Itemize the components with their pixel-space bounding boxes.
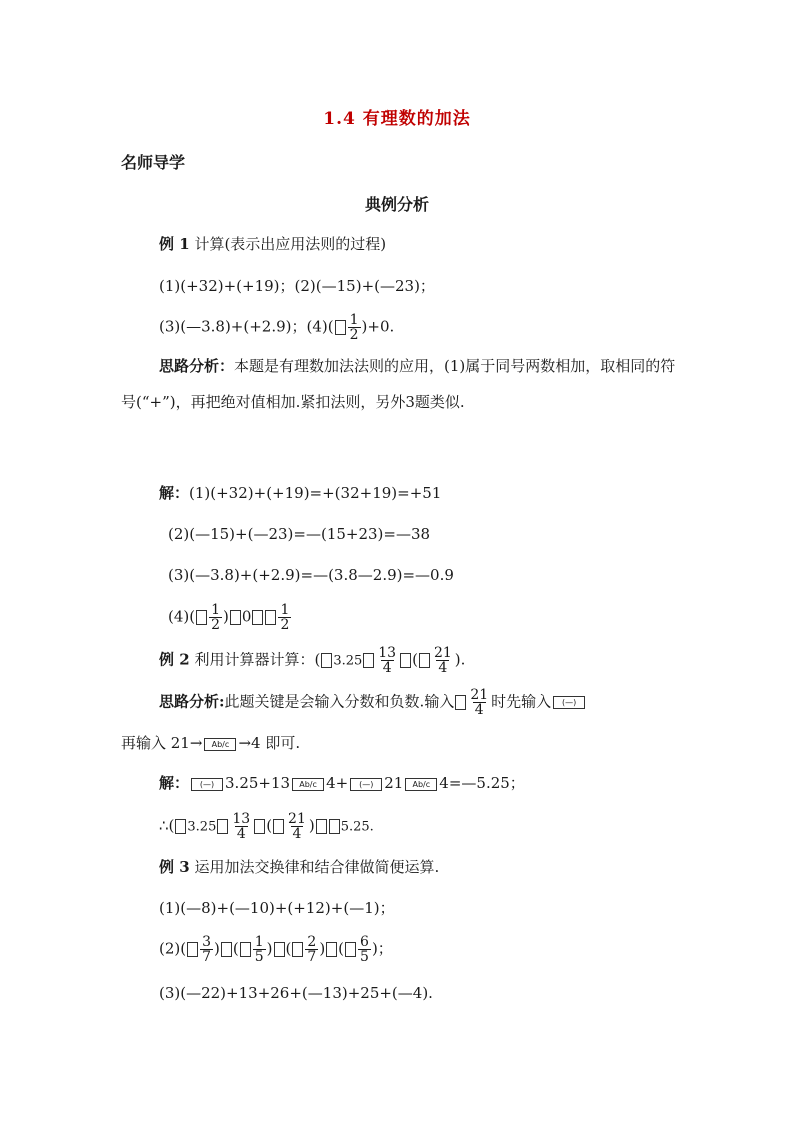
solution-1-label: 解： <box>159 484 190 502</box>
negative-key-icon: (—) <box>191 778 223 791</box>
missing-glyph-box <box>419 653 430 668</box>
missing-glyph-box <box>221 942 232 957</box>
fraction-key-icon: Ab/c <box>204 738 236 751</box>
missing-glyph-box <box>254 819 265 834</box>
solution-2-line-1: 解： (—) 3.25+13 Ab/c 4+ (—) 21 Ab/c 4=—5.25； <box>159 774 525 792</box>
fraction: $\frac{1}{2}$ <box>211 602 221 633</box>
fraction-key-icon: Ab/c <box>292 778 324 791</box>
missing-glyph-box <box>273 819 284 834</box>
missing-glyph-box <box>240 942 251 957</box>
missing-glyph-box <box>252 610 263 625</box>
missing-glyph-box <box>363 653 374 668</box>
example-1-line <box>159 234 386 254</box>
analysis-2-line-2: 再输入 21→ Ab/c →4 即可. <box>121 734 301 752</box>
negative-key-icon: (—) <box>350 778 382 791</box>
example-1-q3-text: (3)(—3.8)+(+2.9)；(4)( <box>159 317 334 336</box>
example-1-label: 例 1 <box>159 235 190 253</box>
missing-glyph-box <box>292 942 303 957</box>
analysis-1-label: 思路分析： <box>159 357 235 375</box>
example-3-label: 例 3 <box>159 858 190 876</box>
missing-glyph-box <box>455 695 466 710</box>
fraction: $\frac{21}{4}$ <box>470 687 489 718</box>
analysis-2-line-1: 思路分析:此题关键是会输入分数和负数.输入 $\frac{21}{4}$ 时先输入 (—) <box>159 688 587 717</box>
missing-glyph-box <box>265 610 276 625</box>
solution-1-line-4: (4)( $\frac{1}{2}$ ) 0 $\frac{1}{2}$ <box>168 602 290 633</box>
solution-1-line-3: (3)(—3.8)+(+2.9)=—(3.8—2.9)=—0.9 <box>168 566 454 584</box>
fraction: $\frac{3}{7}$ <box>202 934 212 965</box>
missing-glyph-box <box>196 610 207 625</box>
fraction: $\frac{2}{7}$ <box>307 934 317 965</box>
fraction: $\frac{6}{5}$ <box>360 934 369 965</box>
missing-glyph-box <box>316 819 327 834</box>
example-2-label: 例 2 <box>159 650 190 669</box>
fraction: $\frac{1}{5}$ <box>254 934 264 965</box>
missing-glyph-box <box>326 942 337 957</box>
fraction: $\frac{1}{2}$ <box>280 602 290 633</box>
missing-glyph-box <box>335 320 346 335</box>
missing-glyph-box <box>230 610 241 625</box>
analysis-1-paragraph <box>121 348 681 420</box>
missing-glyph-box <box>400 653 411 668</box>
fraction-key-icon: Ab/c <box>405 778 437 791</box>
fraction: $\frac{13}{4}$ <box>232 811 251 842</box>
subsection-heading: 典例分析 <box>364 195 429 214</box>
missing-glyph-box <box>345 942 356 957</box>
fraction: $\frac{21}{4}$ <box>433 645 452 676</box>
example-3-question-2: (2)( $\frac{3}{7}$ ) ( $\frac{1}{5}$ ) ( $\frac{2}{7}$ ) ( $\frac{6}{5}$ )； <box>159 934 393 965</box>
missing-glyph-box <box>217 819 228 834</box>
solution-1-line-1: 解：(1)(+32)+(+19)=+(32+19)=+51 <box>159 484 442 502</box>
solution-2-label: 解： <box>159 774 190 792</box>
example-3-question-1: (1)(—8)+(—10)+(+12)+(—1)； <box>159 899 395 917</box>
missing-glyph-box <box>175 819 186 834</box>
fraction: $\frac{13}{4}$ <box>378 645 397 676</box>
analysis-1-text: 本题是有理数加法法则的应用，(1)属于同号两数相加，取相同的符号(“+”)，再把绝对值相加.紧扣法则，另外3题类似. <box>121 357 676 411</box>
example-1-text: 计算(表示出应用法则的过程) <box>194 235 387 253</box>
example-1-q3-end: )+0. <box>361 317 395 336</box>
example-1-question-1: (1)(+32)+(+19)；(2)(—15)+(—23)； <box>159 277 435 295</box>
analysis-2-label: 思路分析: <box>159 692 225 711</box>
example-1-question-3 <box>159 313 394 342</box>
missing-glyph-box <box>187 942 198 957</box>
page-title: 1.4 有理数的加法 <box>323 109 471 129</box>
negative-key-icon: (—) <box>553 696 585 709</box>
example-2-line: 例 2 利用计算器计算：( 3.25 $\frac{13}{4}$ ( $\frac{21}{4}$ ). <box>159 645 466 676</box>
solution-2-line-2: ∴( 3.25 $\frac{13}{4}$ ( $\frac{21}{4}$ ) 5.25. <box>159 811 374 842</box>
solution-1-line-2: (2)(—15)+(—23)=—(15+23)=—38 <box>168 525 431 543</box>
example-3-line: 例 3 运用加法交换律和结合律做简便运算. <box>159 858 440 876</box>
missing-glyph-box <box>321 653 332 668</box>
section-heading: 名师导学 <box>121 153 186 172</box>
example-3-question-3: (3)(—22)+13+26+(—13)+25+(—4). <box>159 984 433 1002</box>
missing-glyph-box <box>274 942 285 957</box>
missing-glyph-box <box>329 819 340 834</box>
fraction: $\frac{21}{4}$ <box>288 811 306 842</box>
fraction: $\frac{1}{2}$ <box>349 312 359 343</box>
